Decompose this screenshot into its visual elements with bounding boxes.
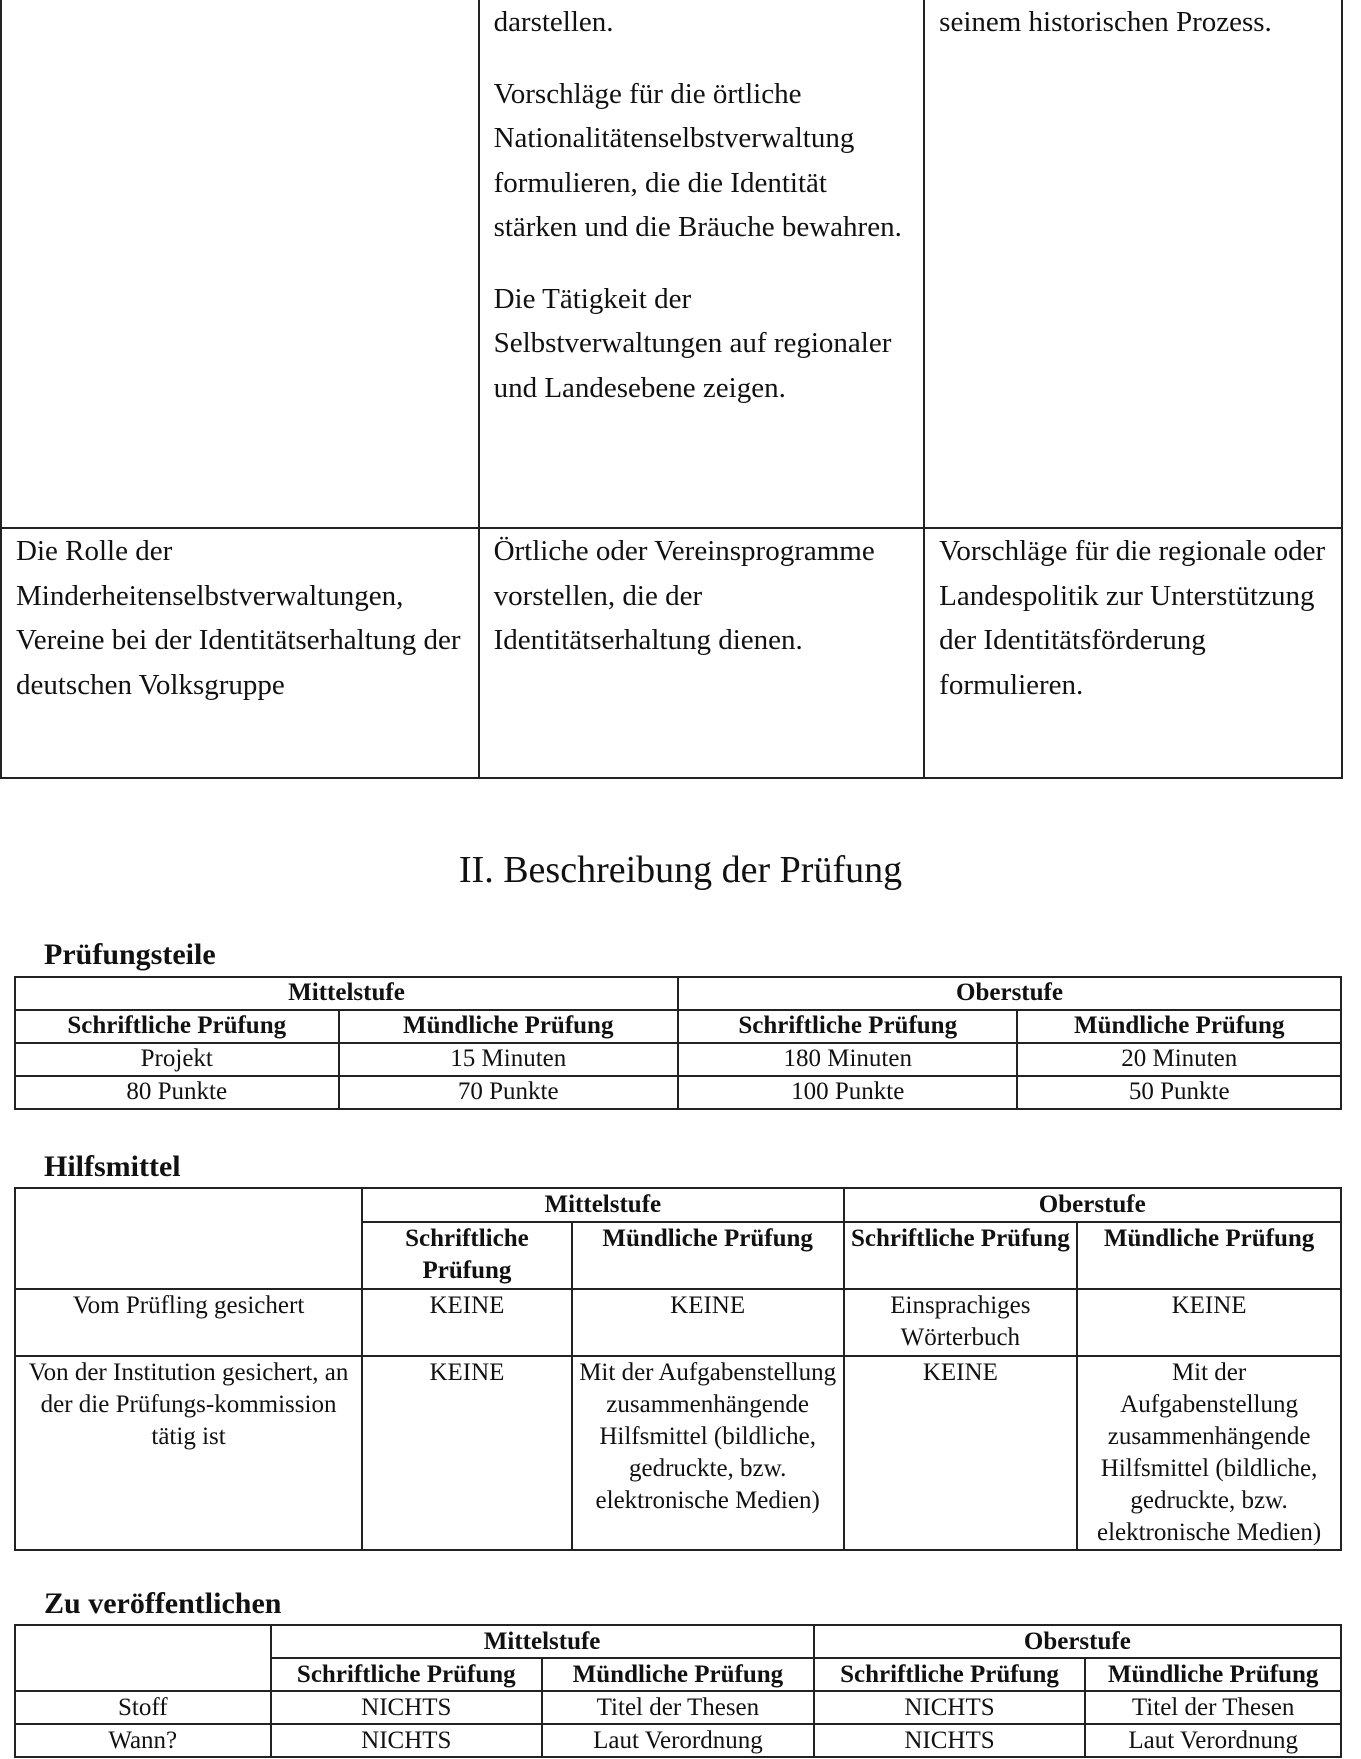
table-cell: seinem historischen Prozess. — [924, 0, 1342, 528]
table-cell — [1, 0, 479, 528]
publish-heading: Zu veröffentlichen — [44, 1587, 282, 1620]
aids-heading: Hilfsmittel — [44, 1150, 181, 1183]
header-mittelstufe: Mittelstufe — [271, 1625, 814, 1658]
table-row — [15, 1010, 1341, 1043]
header-written: Schriftliche Prüfung — [678, 1010, 1017, 1043]
table-row — [15, 977, 1341, 1010]
table-cell: KEINE — [1077, 1289, 1341, 1356]
cell-paragraph: darstellen. — [493, 6, 614, 38]
table-cell: Vorschläge für die regionale oder Landespolitik zur Unterstützung der Identitätsförderung formulieren. — [924, 528, 1342, 778]
row-label: Vom Prüfling gesichert — [15, 1289, 362, 1356]
table-row — [15, 1043, 1341, 1076]
table-cell: NICHTS — [814, 1691, 1086, 1724]
table-cell: Laut Verordnung — [1085, 1724, 1341, 1757]
table-row — [15, 1188, 1341, 1222]
table-row — [15, 1356, 1341, 1550]
table-cell: 20 Minuten — [1017, 1043, 1341, 1076]
table-cell-empty — [15, 1625, 271, 1691]
table-cell: 15 Minuten — [339, 1043, 678, 1076]
table-cell: KEINE — [844, 1356, 1078, 1550]
header-mittelstufe: Mittelstufe — [15, 977, 678, 1010]
table-cell: 70 Punkte — [339, 1076, 678, 1109]
table-cell: Einsprachiges Wörterbuch — [844, 1289, 1078, 1356]
header-oral: Mündliche Prüfung — [1017, 1010, 1341, 1043]
header-written: Schriftliche Prüfung — [362, 1222, 572, 1289]
header-oral: Mündliche Prüfung — [572, 1222, 844, 1289]
table-cell: Projekt — [15, 1043, 339, 1076]
table-cell: NICHTS — [271, 1724, 543, 1757]
cell-paragraph: Vorschläge für die örtliche Nationalitätenselbstverwaltung formulieren, die die Identität stärken und die Bräuche bewahren. — [493, 77, 902, 243]
table-row — [15, 1289, 1341, 1356]
table-cell — [479, 0, 925, 528]
table-cell: 100 Punkte — [678, 1076, 1017, 1109]
header-oral: Mündliche Prüfung — [542, 1658, 814, 1691]
table-cell: 50 Punkte — [1017, 1076, 1341, 1109]
aids-table — [14, 1187, 1342, 1551]
header-oral: Mündliche Prüfung — [1077, 1222, 1341, 1289]
table-cell: 180 Minuten — [678, 1043, 1017, 1076]
table-cell: KEINE — [362, 1356, 572, 1550]
parts-heading: Prüfungsteile — [44, 938, 216, 971]
row-label: Von der Institution gesichert, an der die Prüfungs-kommission tätig ist — [15, 1356, 362, 1550]
table-cell: 80 Punkte — [15, 1076, 339, 1109]
publish-table — [14, 1624, 1342, 1758]
section-title: II. Beschreibung der Prüfung — [458, 849, 903, 891]
table-cell: Titel der Thesen — [1085, 1691, 1341, 1724]
row-label: Stoff — [15, 1691, 271, 1724]
header-written: Schriftliche Prüfung — [271, 1658, 543, 1691]
header-oberstufe: Oberstufe — [814, 1625, 1341, 1658]
table-cell: Mit der Aufgabenstellung zusammenhängende Hilfsmittel (bildliche, gedruckte, bzw. elektronische Medien) — [572, 1356, 844, 1550]
table-cell: KEINE — [362, 1289, 572, 1356]
table-row — [15, 1724, 1341, 1757]
table-cell: Die Rolle der Minderheitenselbstverwaltungen, Vereine bei der Identitätserhaltung der deutschen Volksgruppe — [1, 528, 479, 778]
exam-parts-table — [14, 976, 1342, 1110]
row-label: Wann? — [15, 1724, 271, 1757]
table-row — [15, 1691, 1341, 1724]
header-written: Schriftliche Prüfung — [814, 1658, 1086, 1691]
header-oral: Mündliche Prüfung — [339, 1010, 678, 1043]
header-written: Schriftliche Prüfung — [15, 1010, 339, 1043]
cell-paragraph: Die Tätigkeit der Selbstverwaltungen auf regionaler und Landesebene zeigen. — [493, 282, 892, 404]
header-written: Schriftliche Prüfung — [844, 1222, 1078, 1289]
table-row — [15, 1625, 1341, 1658]
table-cell: NICHTS — [271, 1691, 543, 1724]
table-cell: KEINE — [572, 1289, 844, 1356]
table-row — [15, 1076, 1341, 1109]
table-cell-empty — [15, 1188, 362, 1289]
table-cell: Mit der Aufgabenstellung zusammenhängende Hilfsmittel (bildliche, gedruckte, bzw. elektronische Medien) — [1077, 1356, 1341, 1550]
table-cell: Titel der Thesen — [542, 1691, 814, 1724]
header-oral: Mündliche Prüfung — [1085, 1658, 1341, 1691]
table-row — [1, 0, 1342, 528]
table-cell: Laut Verordnung — [542, 1724, 814, 1757]
header-oberstufe: Oberstufe — [844, 1188, 1341, 1222]
table-cell: NICHTS — [814, 1724, 1086, 1757]
table-cell: Örtliche oder Vereinsprogramme vorstellen, die der Identitätserhaltung dienen. — [479, 528, 925, 778]
header-oberstufe: Oberstufe — [678, 977, 1341, 1010]
header-mittelstufe: Mittelstufe — [362, 1188, 843, 1222]
table-row — [1, 528, 1342, 778]
curriculum-table — [0, 0, 1343, 779]
